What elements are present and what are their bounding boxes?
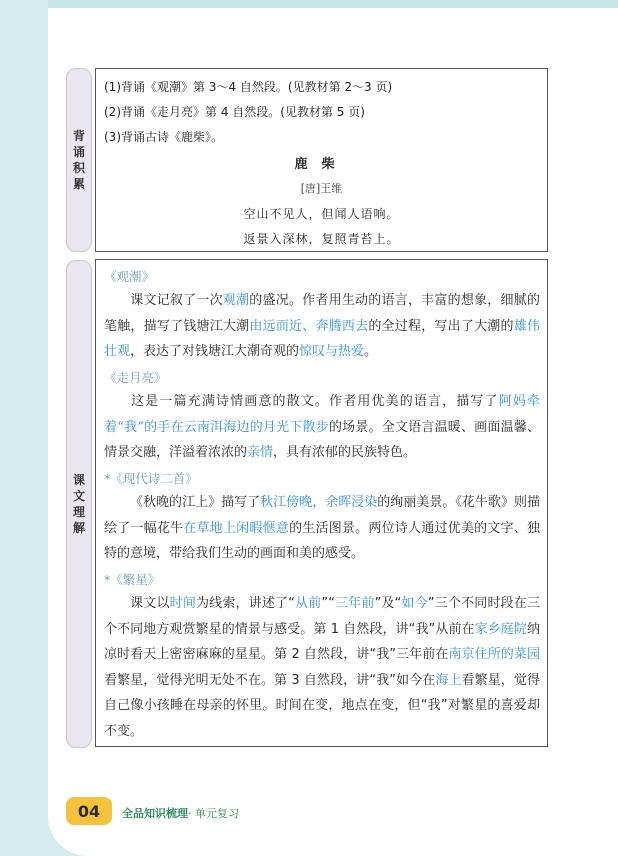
poem-title: 鹿柴 bbox=[294, 157, 349, 172]
tab-char: 积 bbox=[72, 161, 85, 175]
poem-author: [唐]王维 bbox=[300, 182, 343, 195]
highlight: 时间 bbox=[169, 596, 197, 611]
poem-line-2: 返景入深林，复照青苔上。 bbox=[243, 232, 400, 246]
highlight: 从前 bbox=[294, 596, 322, 611]
highlight: 惊叹与热爱 bbox=[299, 344, 365, 359]
para-guanchao: 课文记叙了一次观潮的盛况。作者用生动的语言，丰富的想象，细腻的笔触，描写了钱塘江大潮由远而近、奔腾西去的全过程，写出了大潮的雄伟壮观，表达了对钱塘江大潮奇观的惊叹与热爱。 bbox=[104, 293, 540, 359]
highlight: 家乡庭院 bbox=[474, 621, 527, 637]
footer-title: 全品知识梳理· 单元复习 bbox=[122, 807, 239, 820]
para-fanxing: 课文以时间为线索，讲述了“从前”“三年前”及“如今”三个不同时段在三个不同地方观赏繁星的情景与感受。第 1 自然段，讲“我”从前在家乡庭院纳凉时看天上密密麻麻的星星。第 2 自然段，讲“我”三年前在南京住所的菜园看繁星，觉得光明无处不在。第 3 自然段，讲“我”如今在海上看繁星，觉得自己像小孩睡在母亲的怀里。时间在变，地点在变，但“我”对繁星的喜爱却不变。 bbox=[104, 596, 540, 739]
tab-char: 背 bbox=[72, 129, 85, 143]
heading-guanchao: 《观潮》 bbox=[104, 269, 155, 284]
highlight: 雄伟壮观 bbox=[104, 318, 540, 359]
heading-xiandaishi: *《现代诗二首》 bbox=[104, 471, 198, 486]
highlight: 阿妈牵着“我”的手在云南洱海边的月光下散步 bbox=[104, 394, 540, 435]
tab-char: 课 bbox=[72, 473, 85, 487]
tab-char: 诵 bbox=[72, 145, 85, 159]
recite-item-3: (3)背诵古诗《鹿柴》。 bbox=[104, 130, 223, 144]
page-number: 04 bbox=[66, 797, 112, 825]
recite-item-1: (1)背诵《观潮》第 3～4 自然段。(见教材第 2～3 页) bbox=[104, 80, 393, 94]
tab-char: 累 bbox=[72, 177, 85, 191]
highlight: 亲情 bbox=[247, 445, 274, 460]
tab-understand bbox=[66, 260, 92, 748]
highlight: 南京住所的菜园 bbox=[448, 647, 540, 662]
top-band bbox=[48, 0, 618, 8]
highlight: 在草地上闲暇惬意 bbox=[183, 520, 290, 536]
poem-line-1: 空山不见人，但闻人语响。 bbox=[243, 207, 400, 221]
tab-char: 文 bbox=[72, 489, 85, 503]
tab-char: 理 bbox=[72, 505, 85, 519]
highlight: 三年前 bbox=[334, 596, 375, 611]
highlight: 秋江傍晚，余晖浸染 bbox=[260, 495, 378, 510]
highlight: 海上 bbox=[435, 672, 462, 688]
highlight: 如今 bbox=[401, 596, 428, 611]
tab-char: 解 bbox=[72, 521, 85, 535]
tab-recite bbox=[66, 68, 92, 252]
heading-zouyueliang: 《走月亮》 bbox=[104, 370, 167, 385]
recite-item-2: (2)背诵《走月亮》第 4 自然段。(见教材第 5 页) bbox=[104, 105, 365, 119]
para-zouyueliang: 这是一篇充满诗情画意的散文。作者用优美的语言，描写了阿妈牵着“我”的手在云南洱海边的月光下散步的场景。全文语言温暖、画面温馨、情景交融，洋溢着浓浓的亲情，具有浓郁的民族特色。 bbox=[104, 394, 540, 460]
heading-fanxing: *《繁星》 bbox=[104, 572, 161, 587]
highlight: 由远而近、奔腾西去 bbox=[249, 318, 369, 334]
highlight: 观潮 bbox=[222, 293, 250, 308]
para-xiandaishi: 《秋晚的江上》描写了秋江傍晚，余晖浸染的绚丽美景。《花牛歌》则描绘了一幅花牛在草地上闲暇惬意的生活图景。两位诗人通过优美的文字、独特的意境，带给我们生动的画面和美的感受。 bbox=[104, 495, 540, 561]
